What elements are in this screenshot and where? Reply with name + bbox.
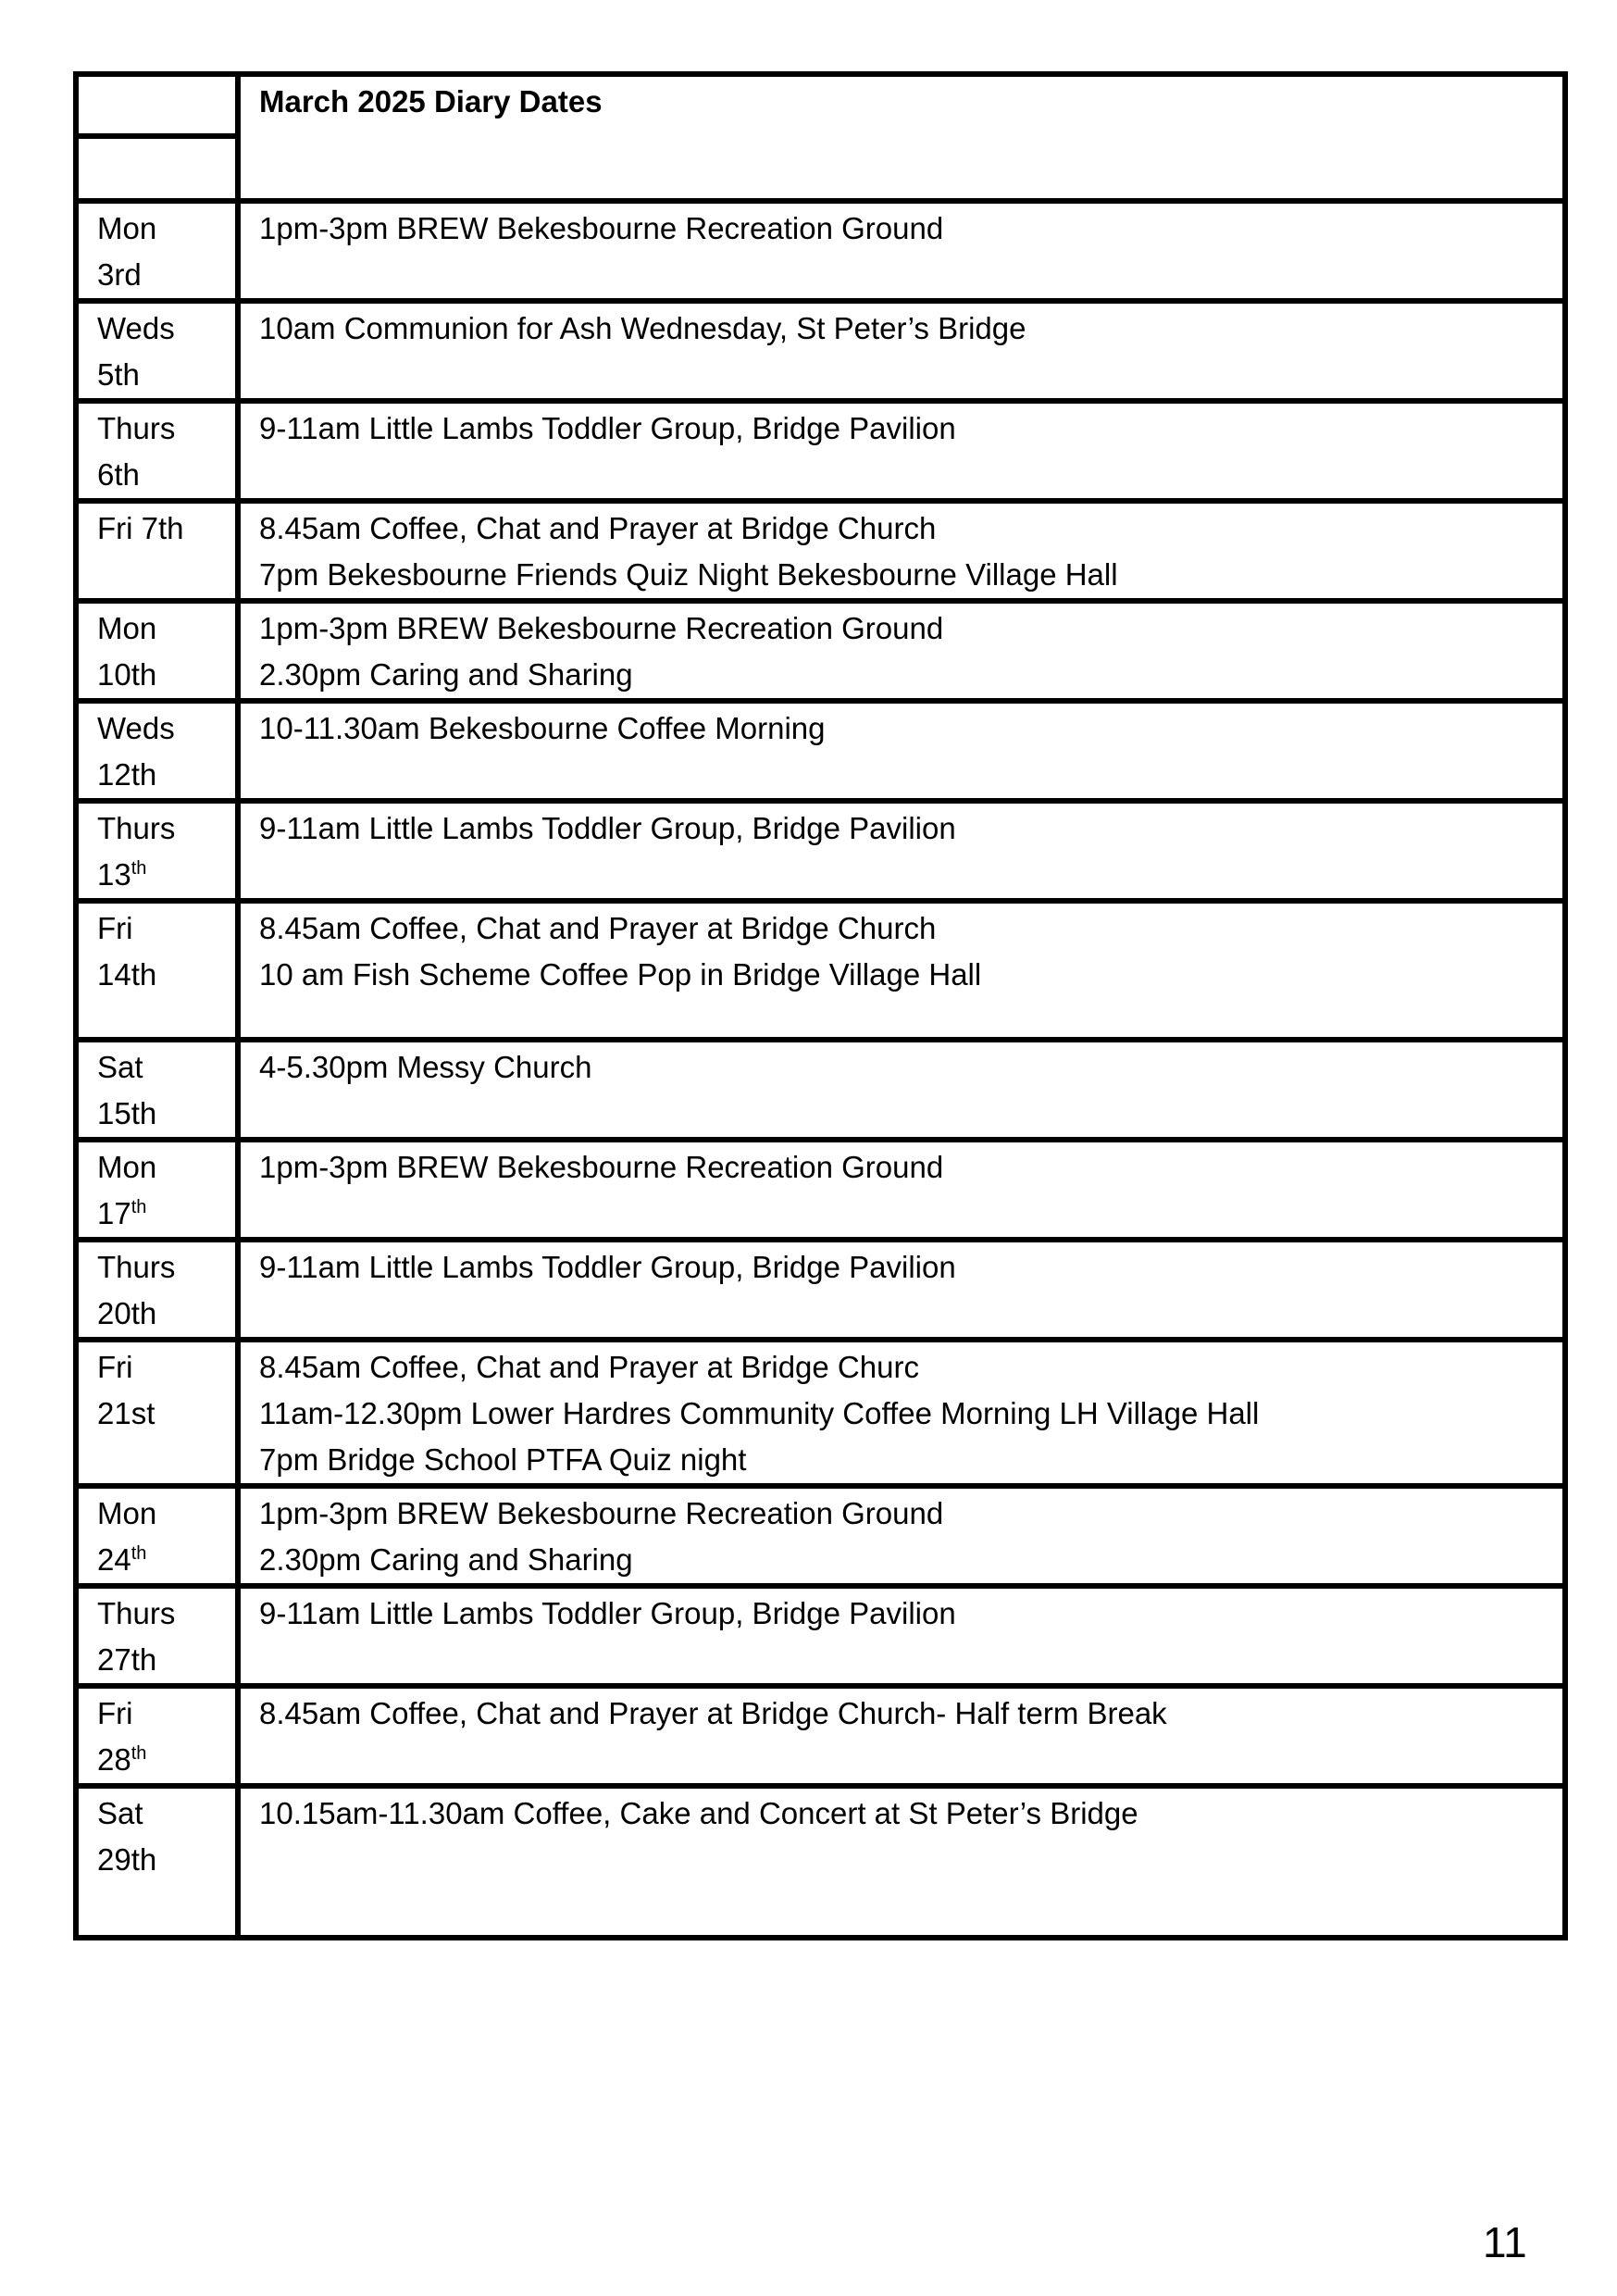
event-line: 9-11am Little Lambs Toddler Group, Bridge Pavilion: [259, 1250, 956, 1284]
header-empty-cell-bottom: [76, 136, 238, 201]
day-cell: [76, 1240, 238, 1340]
event-line: 8.45am Coffee, Chat and Prayer at Bridge Church: [259, 911, 937, 945]
day-name: Thurs: [97, 1250, 176, 1284]
event-line: 8.45am Coffee, Chat and Prayer at Bridge Church: [259, 511, 937, 545]
event-line: 8.45am Coffee, Chat and Prayer at Bridge Churc: [259, 1350, 919, 1384]
day-cell: [76, 701, 238, 801]
event-cell: [238, 501, 1565, 601]
day-date: 6th: [97, 457, 140, 492]
day-cell: [76, 1140, 238, 1240]
day-name: Thurs: [97, 811, 176, 845]
table-title: March 2025 Diary Dates: [259, 84, 603, 119]
day-cell: [76, 301, 238, 401]
day-date: 12th: [97, 757, 157, 792]
ordinal-superscript: th: [131, 858, 147, 879]
event-line: 7pm Bridge School PTFA Quiz night: [259, 1442, 747, 1477]
event-cell: [238, 201, 1565, 301]
event-line: 1pm-3pm BREW Bekesbourne Recreation Ground: [259, 611, 944, 645]
ordinal-superscript: th: [131, 1743, 147, 1764]
event-cell: [238, 401, 1565, 501]
day-date: 10th: [97, 657, 157, 692]
event-line: 2.30pm Caring and Sharing: [259, 657, 633, 692]
event-line: 9-11am Little Lambs Toddler Group, Bridge Pavilion: [259, 411, 956, 445]
day-date: 21st: [97, 1396, 155, 1430]
event-cell: [238, 1240, 1565, 1340]
diary-row: [76, 1340, 1565, 1486]
day-date: 5th: [97, 357, 140, 392]
day-date: 29th: [97, 1842, 157, 1877]
day-name: Weds: [97, 311, 175, 345]
event-line: 8.45am Coffee, Chat and Prayer at Bridge Church- Half term Break: [259, 1696, 1167, 1730]
event-cell: [238, 701, 1565, 801]
diary-row: [76, 1686, 1565, 1786]
day-name: Mon: [97, 211, 157, 245]
day-name: Thurs: [97, 1596, 176, 1630]
day-cell: [76, 801, 238, 901]
event-line: 2.30pm Caring and Sharing: [259, 1542, 633, 1577]
diary-row: [76, 901, 1565, 1040]
diary-row: [76, 1240, 1565, 1340]
event-line: 4-5.30pm Messy Church: [259, 1050, 592, 1084]
day-name: Sat: [97, 1796, 143, 1830]
page-number: 11: [1483, 2218, 1527, 2266]
event-line: 1pm-3pm BREW Bekesbourne Recreation Ground: [259, 211, 944, 245]
day-date: 28th: [97, 1742, 147, 1777]
day-name: Mon: [97, 1150, 157, 1184]
day-name: Fri 7th: [97, 511, 184, 545]
event-line: 1pm-3pm BREW Bekesbourne Recreation Ground: [259, 1496, 944, 1530]
ordinal-superscript: th: [131, 1543, 147, 1564]
day-date: 3rd: [97, 257, 142, 292]
event-cell: [238, 801, 1565, 901]
day-cell: [76, 1586, 238, 1686]
table-title-cell: [238, 74, 1565, 201]
day-cell: [76, 601, 238, 701]
event-line: 1pm-3pm BREW Bekesbourne Recreation Ground: [259, 1150, 944, 1184]
day-cell: [76, 1786, 238, 1938]
event-line: 10 am Fish Scheme Coffee Pop in Bridge Village Hall: [259, 957, 982, 992]
diary-table: [73, 71, 1568, 1940]
day-cell: [76, 1040, 238, 1140]
diary-row: [76, 1586, 1565, 1686]
diary-row: [76, 401, 1565, 501]
event-cell: [238, 301, 1565, 401]
diary-row: [76, 1786, 1565, 1938]
diary-row: [76, 201, 1565, 301]
day-name: Weds: [97, 711, 175, 745]
diary-row: [76, 1040, 1565, 1140]
day-date: 20th: [97, 1296, 157, 1330]
day-name: Mon: [97, 611, 157, 645]
diary-row: [76, 1140, 1565, 1240]
event-line: 11am-12.30pm Lower Hardres Community Coffee Morning LH Village Hall: [259, 1396, 1260, 1430]
event-line: 10am Communion for Ash Wednesday, St Peter’s Bridge: [259, 311, 1026, 345]
day-date: 24th: [97, 1542, 147, 1577]
day-date: [97, 552, 226, 598]
event-line: 7pm Bekesbourne Friends Quiz Night Bekesbourne Village Hall: [259, 557, 1118, 592]
day-cell: [76, 1340, 238, 1486]
ordinal-superscript: th: [131, 1197, 147, 1217]
event-line: 10.15am-11.30am Coffee, Cake and Concert at St Peter’s Bridge: [259, 1796, 1138, 1830]
event-cell: [238, 1586, 1565, 1686]
day-cell: [76, 1486, 238, 1586]
event-line: 9-11am Little Lambs Toddler Group, Bridge Pavilion: [259, 1596, 956, 1630]
day-date: 17th: [97, 1196, 147, 1230]
diary-row: [76, 1486, 1565, 1586]
diary-row: [76, 301, 1565, 401]
day-cell: [76, 901, 238, 1040]
day-cell: [76, 201, 238, 301]
day-name: Fri: [97, 911, 133, 945]
day-cell: [76, 501, 238, 601]
event-cell: [238, 1340, 1565, 1486]
header-row: [76, 74, 1565, 136]
day-date: 14th: [97, 957, 157, 992]
day-date: 13th: [97, 857, 147, 892]
diary-row: [76, 801, 1565, 901]
event-cell: [238, 1140, 1565, 1240]
day-name: Thurs: [97, 411, 176, 445]
event-cell: [238, 601, 1565, 701]
day-date: 15th: [97, 1096, 157, 1130]
event-cell: [238, 1486, 1565, 1586]
event-cell: [238, 1040, 1565, 1140]
event-cell: [238, 901, 1565, 1040]
day-cell: [76, 1686, 238, 1786]
diary-row: [76, 601, 1565, 701]
event-line: 10-11.30am Bekesbourne Coffee Morning: [259, 711, 826, 745]
day-name: Fri: [97, 1350, 133, 1384]
event-cell: [238, 1786, 1565, 1938]
diary-row: [76, 501, 1565, 601]
day-name: Sat: [97, 1050, 143, 1084]
day-date: 27th: [97, 1642, 157, 1677]
day-name: Mon: [97, 1496, 157, 1530]
day-cell: [76, 401, 238, 501]
event-cell: [238, 1686, 1565, 1786]
day-name: Fri: [97, 1696, 133, 1730]
diary-row: [76, 701, 1565, 801]
event-line: 9-11am Little Lambs Toddler Group, Bridge Pavilion: [259, 811, 956, 845]
header-empty-cell-top: [76, 74, 238, 136]
